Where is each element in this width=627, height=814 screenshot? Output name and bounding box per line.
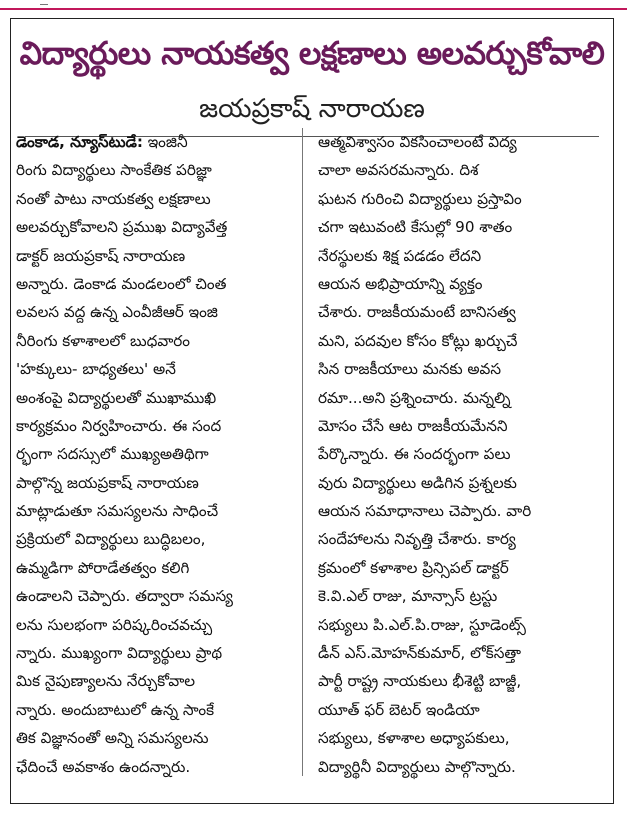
text-line: మని, పదవుల కోసం కోట్లు ఖర్చుచే [318,331,518,350]
text-line: అలవర్చుకోవాలని ప్రముఖ విద్యావేత్త [16,218,228,237]
text-line: పార్టీ రాష్ట్ర నాయకులు భీశెట్టి బాజ్జీ, [318,672,522,691]
text-line: లవలస వద్ద ఉన్న ఎంవీజీఆర్ ఇంజి [16,303,218,322]
text-line: తిక విజ్ఞానంతో అన్ని సమస్యలను [16,729,209,748]
text-line: చేశారు. రాజకీయమంటే బానిసత్వ [318,303,516,322]
text-line: వురు విద్యార్థులు అడిగిన ప్రశ్నలకు [318,473,517,492]
text-line: కార్యక్రమం నిర్వహించారు. ఈ సంద [16,416,222,435]
top-color-rule [0,8,627,10]
text-line: లను సులభంగా పరిష్కరించవచ్చు [16,615,213,634]
text-line: ఉండాలని చెప్పారు. తద్వారా సమస్య [16,587,233,606]
text-line [16,128,276,156]
dateline: డెంకాడ, న్యూస్‌టుడే: [16,133,143,151]
right-column [318,128,578,781]
text-line: మాట్లాడుతూ సమస్యలను సాధించే [16,502,219,521]
text-line: పాల్గొన్న జయప్రకాష్ నారాయణ [16,473,199,492]
text-line: ఆయన అభిప్రాయాన్ని వ్యక్తం [318,274,483,293]
text-line: సభ్యులు, కళాశాల అధ్యాపకులు, [318,729,510,748]
text-line: కె.వి.ఎల్ రాజు, మాన్సాస్ ట్రస్టు [318,587,498,606]
text-line: సందేహాలను నివృత్తి చేశారు. కార్య [318,530,516,549]
page-edge-mark [40,0,48,5]
text-line: పేర్కొన్నారు. ఈ సందర్భంగా పలు [318,445,511,464]
text-line: డీన్ ఎస్.మోహన్‌కుమార్, లోక్‌సత్తా [318,644,521,663]
text-line: ఆయన సమాధానాలు చెప్పారు. వారి [318,502,532,521]
text-line: డాక్టర్ జయప్రకాష్ నారాయణ [16,246,186,265]
text-line: సిన రాజకీయాలు మనకు అవస [318,360,502,379]
text-line: రమా...అని ప్రశ్నించారు. మన్నల్ని [318,388,511,407]
text-line: 'హక్కులు- బాధ్యతలు' అనే [16,360,176,379]
text-line: యూత్ ఫర్ బెటర్ ఇండియా [318,700,480,719]
text-line: రింగు విద్యార్థులు సాంకేతిక పరిజ్ఞా [16,161,212,180]
text-line: ప్రక్రియలో విద్యార్థులు బుద్ధిబలం, [16,530,206,549]
left-column [16,128,276,781]
text-line: క్రమంలో కళాశాల ప్రిన్సిపల్ డాక్టర్ [318,558,509,577]
text-line: మోసం చేసే ఆట రాజకీయమేనని [318,416,508,435]
text-line: ఆత్మవిశ్వాసం వికసించాలంటే విద్య [318,133,517,151]
text-line: ర్భంగా సదస్సులో ముఖ్యఅతిథిగా [16,445,209,464]
headline: విద్యార్థులు నాయకత్వ లక్షణాలు అలవర్చుకోవాలి [19,36,605,72]
text-line: అంశంపై విద్యార్థులతో ముఖాముఖి [16,388,217,407]
text-line: నంతో పాటు నాయకత్వ లక్షణాలు [16,189,211,208]
text-line: ఛేదించే అవకాశం ఉందన్నారు. [16,757,191,776]
text-line: ఘటన గురించి విద్యార్థులు ప్రస్తావిం [318,189,522,208]
text-line: చాలా అవసరమన్నారు. దిశ [318,161,479,180]
text-line: మిక నైపుణ్యాలను నేర్చుకోవాల [16,672,196,691]
text-line-rest: ఇంజినీ [142,133,188,151]
text-line: అన్నారు. డెంకాడ మండలంలో చింత [16,274,227,293]
text-line: ఉమ్మడిగా పోరాడేతత్వం కలిగి [16,558,190,577]
column-divider [302,128,303,776]
text-line: నీరింగు కళాశాలలో బుధవారం [16,331,190,350]
text-line: న్నారు. ముఖ్యంగా విద్యార్థులు ప్రాథ [16,644,223,663]
text-line: న్నారు. అందుబాటులో ఉన్న సాంకే [16,700,215,719]
text-line: విద్యార్థినీ విద్యార్థులు పాల్గొన్నారు. [318,757,516,776]
text-line: చగా ఇటువంటి కేసుల్లో 90 శాతం [318,218,513,237]
top-rule [0,0,627,10]
text-line: నేరస్థులకు శిక్ష పడడం లేదని [318,246,482,265]
text-line: సభ్యులు పి.ఎల్.పి.రాజు, స్టూడెంట్స్ [318,615,526,634]
byline: జయప్రకాష్ నారాయణ [199,94,425,124]
